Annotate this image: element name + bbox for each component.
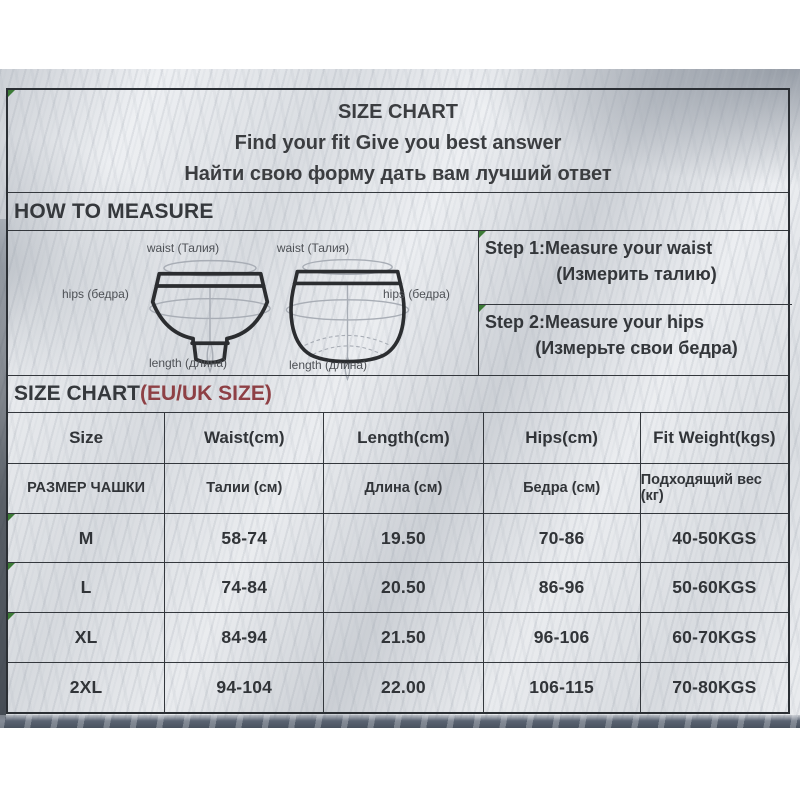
table-cell-size: XL bbox=[8, 612, 164, 662]
step-1-text-ru: (Измерить талию) bbox=[556, 264, 717, 284]
table-cell: 86-96 bbox=[483, 562, 640, 612]
title-block bbox=[8, 90, 788, 192]
table-cell: 60-70KGS bbox=[640, 612, 788, 662]
cell-flag-icon bbox=[8, 514, 15, 521]
how-to-measure-row bbox=[8, 192, 788, 230]
cell-flag-icon bbox=[479, 305, 486, 312]
chart-frame bbox=[6, 88, 790, 714]
table-cell: 50-60KGS bbox=[640, 562, 788, 612]
table-cell: 74-84 bbox=[164, 562, 323, 612]
size-chart-heading-row bbox=[8, 375, 788, 412]
column-header: Hips(cm) bbox=[483, 413, 640, 463]
step-2-text: Step 2:Measure your hips bbox=[485, 312, 705, 332]
front-length-label: length (длина) bbox=[148, 356, 228, 370]
table-cell-size: L bbox=[8, 562, 164, 612]
column-header: Fit Weight(kgs) bbox=[640, 413, 788, 463]
table-cell: 21.50 bbox=[323, 612, 482, 662]
table-cell: 96-106 bbox=[483, 612, 640, 662]
column-header: Waist(cm) bbox=[164, 413, 323, 463]
size-chart-heading-accent: (EU/UK SIZE) bbox=[140, 382, 272, 405]
table-cell: 40-50KGS bbox=[640, 513, 788, 563]
measure-steps bbox=[478, 231, 792, 375]
step-1 bbox=[479, 231, 792, 304]
table-cell-size: M bbox=[8, 513, 164, 563]
front-waist-label: waist (Талия) bbox=[146, 241, 220, 255]
table-cell: 70-86 bbox=[483, 513, 640, 563]
table-cell: 19.50 bbox=[323, 513, 482, 563]
cell-flag-icon bbox=[8, 613, 15, 620]
column-header: Length(cm) bbox=[323, 413, 482, 463]
table-cell: 94-104 bbox=[164, 662, 323, 712]
column-header-ru: Бедра (см) bbox=[483, 463, 640, 513]
bottom-edge-shadow bbox=[0, 715, 800, 728]
tagline-ru: Найти свою форму дать вам лучший ответ bbox=[184, 163, 612, 185]
how-to-measure-heading: HOW TO MEASURE bbox=[14, 199, 214, 223]
column-header-ru: РАЗМЕР ЧАШКИ bbox=[8, 463, 164, 513]
table-cell: 58-74 bbox=[164, 513, 323, 563]
measure-diagram-row bbox=[8, 230, 788, 375]
column-header-ru: Длина (см) bbox=[323, 463, 482, 513]
cell-flag-icon bbox=[8, 563, 15, 570]
step-2-text-ru: (Измерьте свои бедра) bbox=[535, 338, 738, 358]
back-hips-label: hips (бедра) bbox=[383, 287, 450, 301]
front-hips-label: hips (бедра) bbox=[62, 287, 129, 301]
cell-flag-icon bbox=[479, 231, 486, 238]
table-cell: 70-80KGS bbox=[640, 662, 788, 712]
fabric-background bbox=[0, 69, 800, 728]
table-cell: 84-94 bbox=[164, 612, 323, 662]
back-length-label: length (длина) bbox=[288, 358, 368, 372]
size-table bbox=[8, 412, 788, 712]
tagline-en: Find your fit Give you best answer bbox=[234, 132, 562, 154]
column-header-ru: Талии (см) bbox=[164, 463, 323, 513]
table-cell-size: 2XL bbox=[8, 662, 164, 712]
back-waist-label: waist (Талия) bbox=[276, 241, 350, 255]
column-header: Size bbox=[69, 427, 104, 447]
column-header-ru: Подходящий вес (кг) bbox=[640, 463, 788, 513]
table-cell: 22.00 bbox=[323, 662, 482, 712]
table-cell: 106-115 bbox=[483, 662, 640, 712]
table-cell: 20.50 bbox=[323, 562, 482, 612]
underwear-diagrams bbox=[8, 231, 478, 375]
step-1-text: Step 1:Measure your waist bbox=[485, 238, 713, 258]
page-title: SIZE CHART bbox=[338, 101, 458, 123]
step-2 bbox=[479, 304, 792, 376]
size-chart-heading: SIZE CHART bbox=[14, 382, 140, 405]
